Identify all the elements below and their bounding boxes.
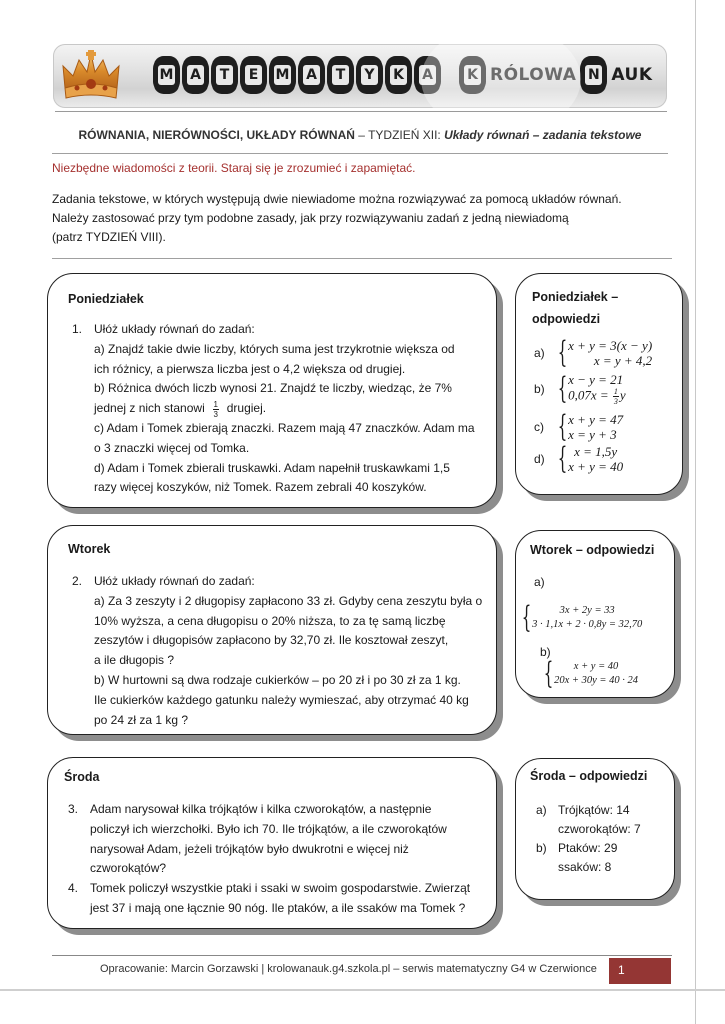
task-3: 3. Adam narysował kilka trójkątów i kilka czworokątów, a następnie policzył ich wierzchołki. Było ich 70. Ile trójkątów, a ile czworokątów narysował Adam, jeżeli trójkątów było dwukrotni e więcej niż czworokątów?	[68, 802, 447, 876]
wednesday-answers-box	[515, 758, 675, 900]
crown-icon	[61, 50, 121, 102]
page-number: 1	[609, 958, 671, 984]
page-bottom-edge	[0, 989, 725, 991]
answer-b: { x + y = 40 20x + 30y = 40 · 24	[543, 656, 638, 691]
monday-box	[47, 273, 497, 508]
site-logo: M A T E M A T Y K A K RÓLOWA N AUK	[153, 58, 657, 92]
answer-b: b) { x − y = 21 0,07x = $\frac{1}{3}$ y	[534, 371, 626, 406]
tuesday-box	[47, 525, 497, 735]
intro-divider	[52, 258, 672, 259]
answer-a: a) { x + y = 3(x − y) x = y + 4,2	[534, 335, 653, 370]
banner-divider	[55, 111, 667, 112]
tuesday-answers-title: Wtorek – odpowiedzi	[530, 543, 655, 557]
tuesday-title: Wtorek	[68, 542, 111, 556]
page-edge	[695, 0, 696, 1024]
answer-a: a) Trójkątów: 14 czworokątów: 7	[536, 803, 641, 836]
answer-a: { 3x + 2y = 33 3 · 1,1x + 2 · 0,8y = 32,70	[521, 600, 643, 635]
theory-note: Niezbędne wiadomości z teorii. Staraj się je zrozumieć i zapamiętać.	[52, 161, 416, 175]
monday-title: Poniedziałek	[68, 292, 144, 306]
task-2: 2. Ułóż układy równań do zadań: a) Za 3 zeszyty i 2 długopisy zapłacono 33 zł. Gdyby cena zeszytu była o 10% wyższa, a cena długopisu o 20% niższa, to za tę samą liczbę zeszytów i długopisów zapłacono by 32,70 zł. Ile kosztował zeszyt, a ile długopis ? b) W hurtowni są dwa rodzaje cukierków – po 20 zł i po 30 zł za 1 kg. Ile cukierków każdego gatunku należy wymieszać, aby otrzymać 40 kg po 24 zł za 1 kg ?	[72, 574, 483, 727]
wednesday-box	[47, 757, 497, 929]
fraction: $\frac{1}{3}$	[213, 399, 218, 419]
answer-c: c) { x + y = 47 x = y + 3	[534, 409, 624, 444]
tuesday-answers-box: Wtorek – odpowiedzi a) { 3x + 2y = 33 3 · 1,1x + 2 · 0,8y = 32,70 b) { x + y = 40 20x + 30y = 40 · 24	[515, 530, 675, 698]
answer-d: d) { x = 1,5y x + y = 40	[534, 441, 624, 476]
wednesday-title: Środa	[64, 770, 100, 784]
title-divider	[52, 153, 668, 154]
footer-divider	[52, 955, 672, 956]
task-1: 1. Ułóż układy równań do zadań: a) Znajdź takie dwie liczby, których suma jest trzykrotnie większa od ich różnicy, a pierwsza liczba jest o 4,2 większa od drugiej. b) Różnica dwóch liczb wynosi 21. Znajdź te liczby, wiedząc, że 7% jednej z nich stanowi $\frac{1}{3}$ drugiej. c) Adam i Tomek zbierają znaczki. Razem mają 47 znaczków. Adam ma o 3 znaczki więcej od Tomka. d) Adam i Tomek zbierali truskawki. Adam napełnił truskawkami 1,5 razy więcej koszyków, niż Tomek. Razem zebrali 40 koszyków.	[72, 322, 475, 495]
header-banner	[53, 44, 667, 108]
page-title: RÓWNANIA, NIERÓWNOŚCI, UKŁADY RÓWNAŃ – TYDZIEŃ XII: Układy równań – zadania tekstowe	[78, 128, 642, 142]
monday-answers-title: Poniedziałek – odpowiedzi	[532, 290, 619, 326]
intro-text: Zadania tekstowe, w których występują dwie niewiadome można rozwiązywać za pomocą układów równań. Należy zastosować przy tym podobne zasady, jak przy rozwiązywaniu zadań z jedną niewiadomą (patrz TYDZIEŃ VIII).	[52, 192, 622, 244]
footer-credits: Opracowanie: Marcin Gorzawski | krolowanauk.g4.szkola.pl – serwis matematyczny G4 w Czerwionce	[100, 963, 597, 975]
monday-answers-box	[515, 273, 683, 495]
task-4: 4. Tomek policzył wszystkie ptaki i ssaki w swoim gospodarstwie. Zwierząt jest 37 i mają one łącznie 90 nóg. Ile ptaków, a ile ssaków ma Tomek ?	[68, 881, 471, 915]
answer-b: b) Ptaków: 29 ssaków: 8	[536, 841, 618, 874]
wednesday-answers-title: Środa – odpowiedzi	[530, 769, 648, 783]
